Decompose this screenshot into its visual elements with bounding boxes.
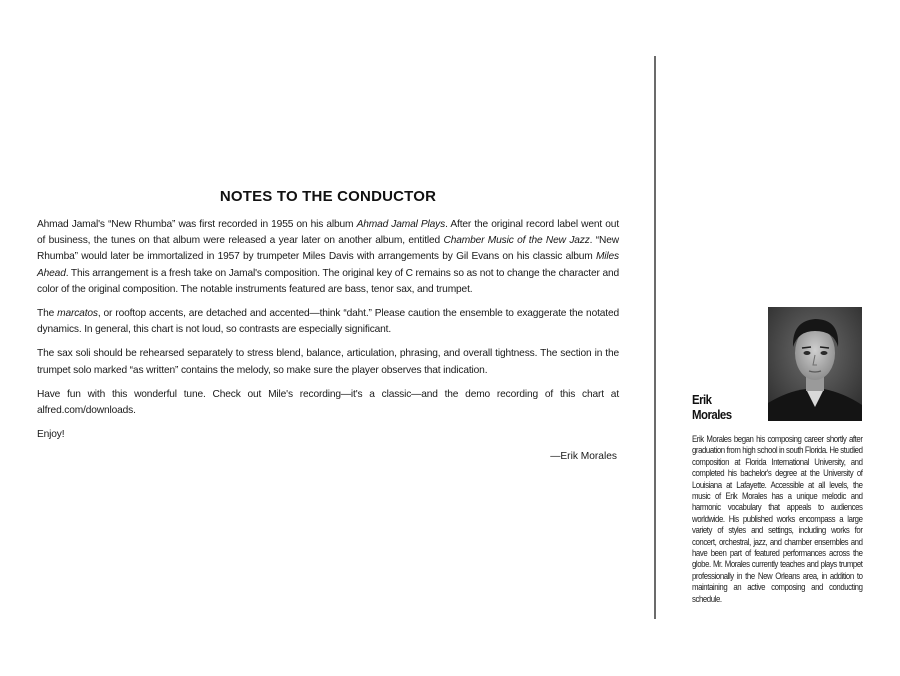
conductor-notes [37, 188, 619, 462]
author-portrait-image [768, 307, 862, 421]
notes-paragraph-3: The sax soli should be rehearsed separately to stress blend, balance, articulation, phrasing, and overall tightness. The section in the trumpet solo marked “as written” contains the melody, so make sure the player observes that indication. [37, 348, 619, 376]
bio-name: Erik Morales [692, 392, 732, 422]
author-photo [768, 307, 862, 421]
notes-paragraph-1: Ahmad Jamal's “New Rhumba” was first recorded in 1955 on his album Ahmad Jamal Plays. After the original record label went out of business, the tunes on that album were released a year later on another album, entitled Chamber Music of the New Jazz. “New Rhumba” would later be immortalized in 1957 by trumpeter Miles Davis with arrangements by Gil Evans on his classic album Miles Ahead. This arrangement is a fresh take on Jamal's composition. The original key of C remains so as not to change the character and color of the original composition. The notable instruments featured are bass, tenor sax, and trumpet. [37, 219, 619, 295]
notes-signature: —Erik Morales [550, 451, 617, 463]
notes-paragraph-5: Enjoy! [37, 429, 65, 441]
notes-paragraph-2: The marcatos, or rooftop accents, are detached and accented—think “daht.” Please caution the ensemble to exaggerate the notated dynamics. In general, this chart is not loud, so contrasts are especially significant. [37, 308, 619, 336]
notes-title: NOTES TO THE CONDUCTOR [219, 188, 437, 205]
notes-paragraph-4: Have fun with this wonderful tune. Check out Mile's recording—it's a classic—and the demo recording of this chart at alfred.com/downloads. [37, 388, 619, 417]
bio-text: Erik Morales began his composing career shortly after graduation from high school in south Florida. He studied composition at Florida International University, and completed his bachelor's degree at the University of Louisiana at Lafayette. Accessible at all levels, the music of Erik Morales has a unique melodic and harmonic vocabulary that appeals to audiences worldwide. His published works encompass a large variety of styles and settings, including works for concert, orchestral, jazz, and chamber ensembles and have been part of featured performances across the globe. Mr. Morales currently teaches and plays trumpet professionally in the New Orleans area, in addition to maintaining an active composing and conducting schedule. [692, 434, 863, 604]
column-divider [654, 56, 656, 619]
